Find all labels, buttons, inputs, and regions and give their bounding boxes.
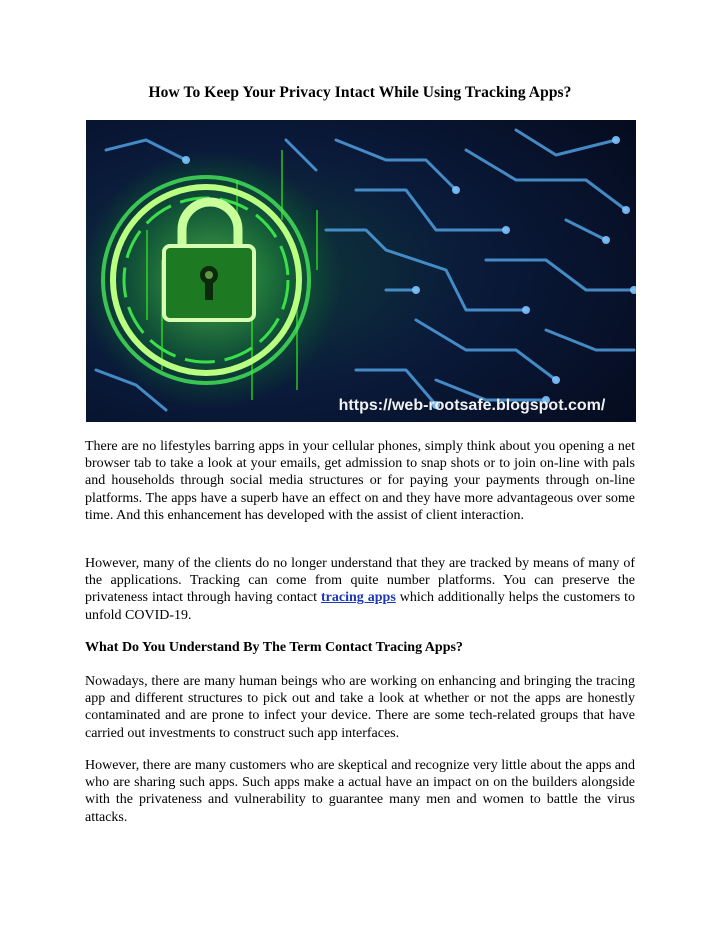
document-title: How To Keep Your Privacy Intact While Using Tracking Apps? [148, 84, 572, 101]
hero-image [86, 120, 636, 422]
section-heading: What Do You Understand By The Term Contact Tracing Apps? [85, 640, 463, 655]
paragraph: However, there are many customers who are skeptical and recognize very little about the apps and who are sharing such apps. Such apps make a actual have an impact on on the builders alongside with the privateness and vulnerability to guarantee many men and women to battle the virus attacks. [85, 758, 635, 825]
watermark-url: https://web-rootsafe.blogspot.com/ [338, 397, 606, 414]
tracing-apps-link[interactable]: tracing apps [321, 590, 396, 606]
paragraph: Nowadays, there are many human beings who are working on enhancing and bringing the tracing app and different structures to pick out and take a look at whether or not the apps are honestly contaminated and are prone to infect your device. There are some tech-related groups that have carried out investments to construct such app interfaces. [85, 674, 635, 741]
paragraph: There are no lifestyles barring apps in your cellular phones, simply think about you opening a net browser tab to take a look at your emails, get admission to snap shots or to join on-line with pals and households through social media structures or for paying your payments through on-line platforms. The apps have a superb have an effect on and they have more advantageous over some time. And this enhancement has developed with the assist of client interaction. [85, 439, 635, 523]
paragraph-text: which additionally helps the customers to unfold COVID-19. [85, 590, 636, 623]
paragraph-text: However, many of the clients do no longer understand that they are tracked by means of many of the applications. Tracking can come from quite number platforms. You can preserve the privateness intact through having contact [85, 556, 635, 606]
paragraph [85, 555, 635, 624]
